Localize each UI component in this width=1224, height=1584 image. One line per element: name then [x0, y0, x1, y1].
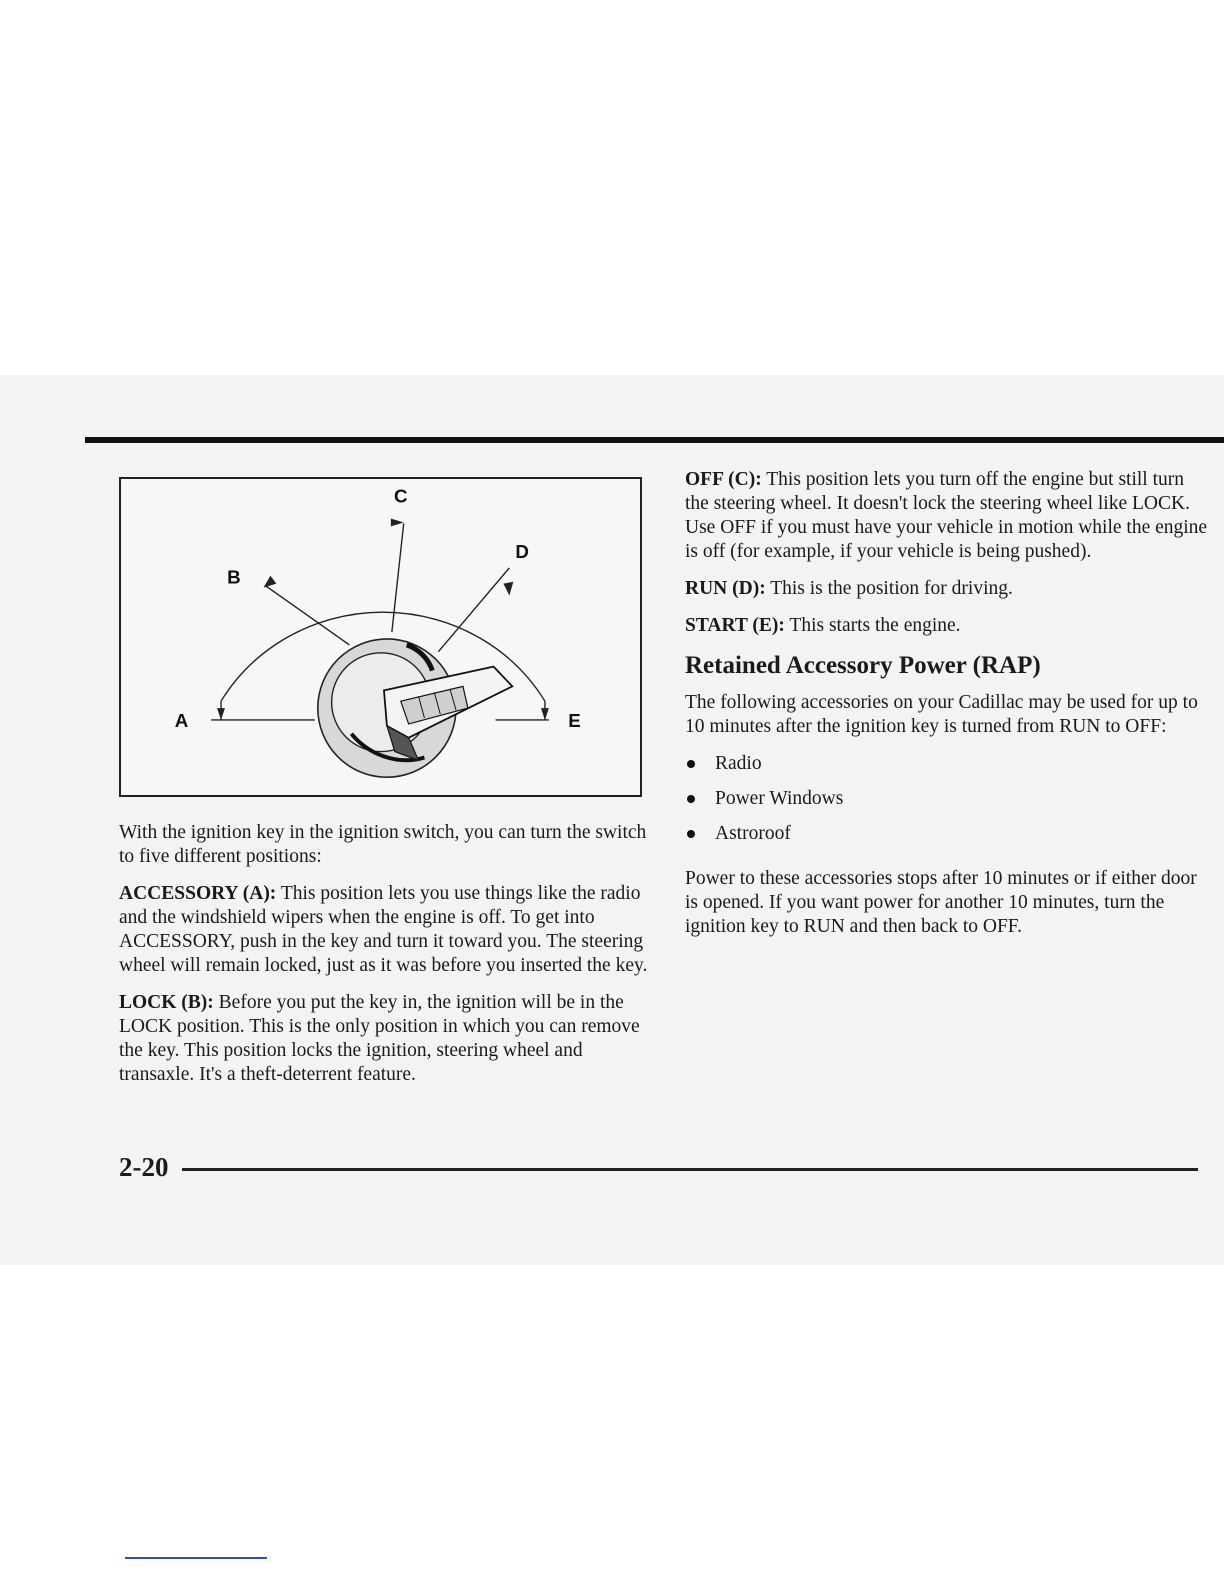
bullet-icon	[687, 760, 695, 768]
off-term: OFF (C):	[685, 469, 762, 490]
bullet-icon	[687, 830, 695, 838]
line-b	[265, 586, 349, 645]
accessory-list	[685, 752, 1210, 857]
rap-outro: Power to these accessories stops after 10 minutes or if either door is opened. If you want power for another 10 minutes, turn the ignition key to RUN and then back to OFF.	[685, 868, 1197, 937]
arrow-d	[503, 582, 513, 596]
list-item-label: Radio	[715, 753, 762, 774]
off-paragraph	[685, 468, 1210, 564]
list-item-label: Astroroof	[715, 823, 791, 844]
label-d: D	[515, 541, 529, 562]
bottom-rule	[182, 1168, 1198, 1171]
label-b: B	[227, 566, 241, 588]
line-d	[438, 568, 509, 652]
lock-paragraph	[119, 991, 649, 1087]
list-item	[685, 787, 1210, 822]
ignition-diagram	[119, 477, 642, 797]
arrow-b	[263, 576, 276, 588]
rap-heading: Retained Accessory Power (RAP)	[685, 652, 1041, 679]
right-column	[685, 468, 1210, 952]
accessory-text: This position lets you use things like the radio and the windshield wipers when the engine is off. To get into ACCESSORY, push in the key and turn it toward you. The steering wheel will remain locked, just as it was before you inserted the key.	[119, 883, 648, 976]
accessory-paragraph	[119, 882, 649, 978]
bullet-icon	[687, 795, 695, 803]
line-c	[392, 523, 404, 632]
start-text: This starts the engine.	[784, 615, 961, 636]
rap-intro: The following accessories on your Cadillac may be used for up to 10 minutes after the ignition key is turned from RUN to OFF:	[685, 692, 1198, 737]
left-column	[119, 821, 649, 1100]
arrow-c	[391, 519, 404, 527]
off-text: This position lets you turn off the engine but still turn the steering wheel. It doesn't lock the steering wheel like LOCK. Use OFF if you must have your vehicle in motion while the engine is off (for example, if your vehicle is being pushed).	[685, 469, 1208, 562]
label-a: A	[174, 709, 189, 731]
arrow-a	[217, 708, 225, 720]
intro-paragraph: With the ignition key in the ignition switch, you can turn the switch to five different positions:	[119, 822, 647, 867]
start-paragraph	[685, 614, 1210, 638]
list-item	[685, 822, 1210, 857]
label-c: C	[393, 485, 408, 507]
page-number: 2-20	[119, 1152, 169, 1182]
lock-text: Before you put the key in, the ignition will be in the LOCK position. This is the only position in which you can remove the key. This position locks the ignition, steering wheel and transaxle. It's a theft-deterrent feature.	[119, 992, 640, 1085]
list-item	[685, 752, 1210, 787]
run-text: This is the position for driving.	[765, 578, 1013, 599]
start-term: START (E):	[685, 615, 785, 636]
top-rule	[85, 437, 1224, 443]
ignition-switch-graphic	[318, 639, 513, 777]
label-e: E	[568, 709, 581, 731]
ignition-diagram-svg	[121, 479, 640, 795]
accessory-term: ACCESSORY (A):	[119, 883, 277, 904]
run-term: RUN (D):	[685, 578, 766, 599]
stub-line	[125, 1557, 267, 1559]
list-item-label: Power Windows	[715, 788, 844, 809]
arrow-e	[541, 708, 549, 720]
run-paragraph	[685, 577, 1210, 601]
lock-term: LOCK (B):	[119, 992, 214, 1013]
